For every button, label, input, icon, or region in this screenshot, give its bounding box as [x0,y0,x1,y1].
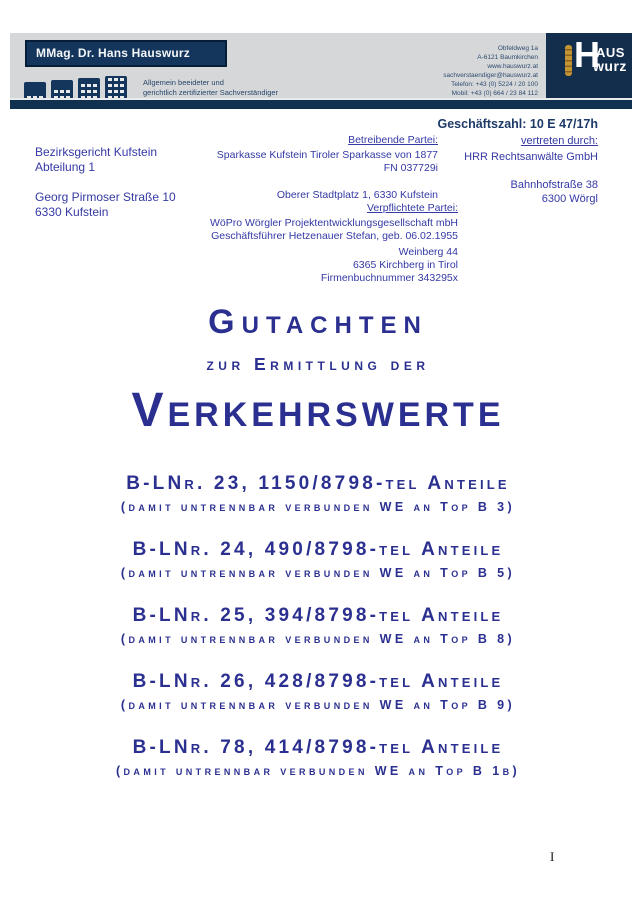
contact-line: Mobil: +43 (0) 664 / 23 84 112 [451,90,538,97]
logo-text-wurz: wurz [593,58,627,74]
share-line: B-LNr. 24, 490/8798-tel Anteile [132,539,504,560]
letterhead-bottom-bar [10,98,632,109]
document-title [0,303,636,437]
recipient-line [35,175,176,190]
operating-party-lines [217,149,438,202]
title-line-ermittlung: zur Ermittlung der [206,354,430,374]
property-share-item [0,669,636,714]
operating-party-block [217,134,438,202]
party-line: Weinberg 44 [398,245,458,258]
share-subline: (damit untrennbar verbunden WE an Top B 9) [120,698,516,712]
party-line [464,164,598,178]
property-share-item [0,471,636,516]
share-line: B-LNr. 26, 428/8798-tel Anteile [132,671,504,692]
share-line: B-LNr. 23, 1150/8798-tel Anteile [126,473,510,494]
party-line: HRR Rechtsanwälte GmbH [464,151,598,163]
logo-text-aus: AUS [596,45,625,60]
contact-line: sachverstaendiger@hauswurz.at [443,72,538,79]
represented-by-lines [464,150,598,206]
qualification-line: Allgemein beeideter und [143,78,224,87]
share-line: B-LNr. 78, 414/8798-tel Anteile [132,737,504,758]
contact-block [443,44,538,98]
obligated-party-block [210,202,458,287]
party-line: WöPro Wörgler Projektentwicklungsgesellschaft mbH [209,217,458,230]
party-line: FN 037729i [383,162,438,175]
title-line-gutachten: Gutachten [208,303,428,341]
party-line: Firmenbuchnummer 343295x [320,272,458,285]
share-subline: (damit untrennbar verbunden WE an Top B 5) [120,566,516,580]
reference-number: Geschäftszahl: 10 E 47/17h [437,117,598,131]
title-line-verkehrswerte: Verkehrswerte [131,384,505,437]
party-line: Bahnhofstraße 38 [510,179,598,191]
obligated-party-heading: Verpflichtete Partei: [366,202,458,214]
party-line: 6300 Wörgl [541,193,598,205]
hauswurz-plant-icon [565,45,572,76]
recipient-line: Abteilung 1 [35,160,96,174]
party-line [217,176,438,189]
expert-name-box: MMag. Dr. Hans Hauswurz [25,40,227,67]
obligated-party-lines [210,217,458,285]
share-line: B-LNr. 25, 394/8798-tel Anteile [132,605,504,626]
party-line: Oberer Stadtplatz 1, 6330 Kufstein [276,188,438,201]
recipient-line: Bezirksgericht Kufstein [35,145,158,159]
share-subline: (damit untrennbar verbunden WE an Top B 1b) [115,764,521,778]
contact-line: Obfeldweg 1a [497,45,538,52]
recipient-address [35,145,176,220]
qualification-text [143,78,278,97]
contact-line: www.hauswurz.at [487,63,538,70]
property-share-item [0,537,636,582]
property-share-item [0,735,636,780]
page-number: I [550,849,555,864]
share-subline: (damit untrennbar verbunden WE an Top B 3) [120,500,516,514]
property-share-list [0,471,636,801]
party-line: Sparkasse Kufstein Tiroler Sparkasse von 1877 [216,149,438,162]
qualification-line: gerichtlich zertifizierter Sachverständiger [143,87,279,97]
logo-letter-h: H [574,34,600,75]
contact-line: A-6121 Baumkirchen [477,54,538,61]
recipient-line: 6330 Kufstein [35,205,109,219]
share-subline: (damit untrennbar verbunden WE an Top B 8) [120,632,516,646]
recipient-line: Georg Pirmoser Straße 10 [35,190,176,204]
contact-line: Telefon: +43 (0) 5224 / 20 100 [451,81,538,88]
letterhead-band [10,33,632,109]
represented-by-block [464,134,598,206]
operating-party-heading: Betreibende Partei: [348,134,438,146]
party-line: 6365 Kirchberg in Tirol [352,258,458,271]
party-line: Geschäftsführer Hetzenauer Stefan, geb. 06.02.1955 [211,230,458,243]
property-share-item [0,603,636,648]
represented-by-heading: vertreten durch: [520,135,598,147]
